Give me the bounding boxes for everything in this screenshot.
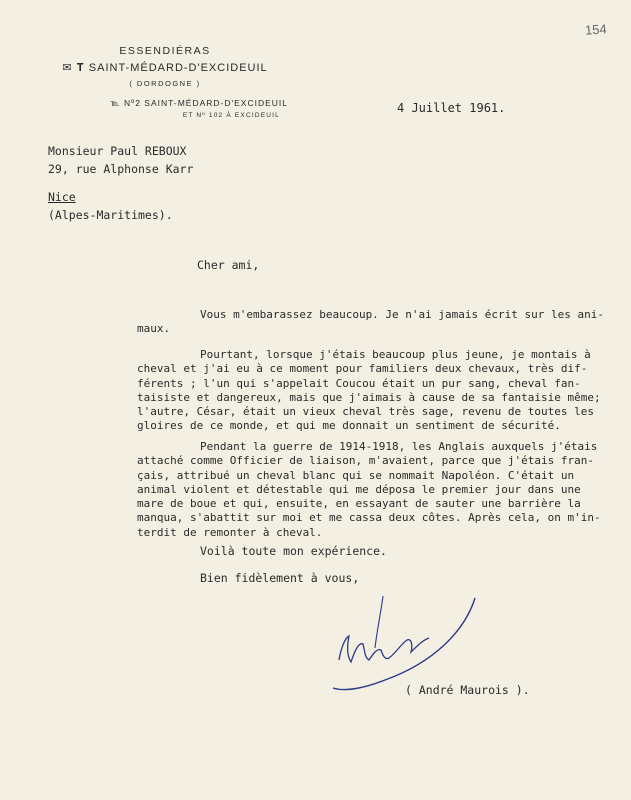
- letterhead: [40, 45, 290, 119]
- paragraph-line: Vous m'embarassez beaucoup. Je n'ai jamais écrit sur les ani-: [200, 308, 604, 321]
- typed-signature-name: ( André Maurois ).: [405, 683, 530, 697]
- letterhead-postal: SAINT-MÉDARD-D'EXCIDEUIL: [88, 62, 268, 74]
- letter-date: 4 Juillet 1961.: [397, 101, 506, 115]
- letterhead-phone: Nº2 SAINT-MÉDARD-D'EXCIDEUIL: [123, 98, 288, 108]
- archive-number: 154: [584, 21, 608, 38]
- phone-icon: ℡: [110, 98, 121, 108]
- paragraph-line: taisiste et dangereux, mais que j'aimais à cause de sa fantaisie même;: [137, 390, 601, 404]
- recipient-region: (Alpes-Maritimes).: [48, 208, 173, 222]
- letterhead-place: ESSENDIÉRAS: [119, 45, 211, 57]
- recipient-name: Monsieur Paul REBOUX: [48, 144, 187, 158]
- paragraph-line: mare de boue et qui, ensuite, en essayant de sauter une barrière la: [137, 497, 581, 511]
- paragraph-line: attaché comme Officier de liaison, m'avaient, parce que j'étais fran-: [137, 454, 594, 468]
- paragraph-3: [137, 440, 615, 540]
- recipient-city: Nice: [48, 190, 76, 204]
- paragraph-line: gloires de ce monde, et qui me donnait un sentiment de sécurité.: [137, 419, 561, 433]
- letterhead-phone-line: [40, 98, 290, 109]
- paragraph-line: manqua, s'abattit sur moi et me cassa deux côtes. Après cela, on m'in-: [137, 511, 601, 525]
- paragraph-2: [137, 348, 615, 434]
- paragraph-line: animal violent et détestable qui me déposa le premier jour dans une: [137, 482, 581, 496]
- closing-line: Voilà toute mon expérience.: [200, 544, 387, 558]
- salutation: Cher ami,: [197, 258, 260, 272]
- paragraph-line: çais, attribué un cheval blanc qui se nommait Napoléon. C'était un: [137, 468, 575, 482]
- paragraph-line: cheval et j'ai eu à ce moment pour familiers deux chevaux, très dif-: [137, 362, 588, 376]
- paragraph-line: maux.: [137, 322, 171, 336]
- letterhead-phone-note: ET Nº 102 À EXCIDEUIL: [182, 112, 280, 119]
- recipient-street: 29, rue Alphonse Karr: [48, 162, 194, 176]
- paragraph-line: férents ; l'un qui s'appelait Coucou était un pur sang, cheval fan-: [137, 376, 581, 390]
- letterhead-department: ( DORDOGNE ): [129, 79, 201, 88]
- envelope-icon: ✉: [62, 62, 73, 74]
- paragraph-line: terdit de remonter à cheval.: [137, 525, 323, 539]
- closing-line: Bien fidèlement à vous,: [200, 571, 360, 585]
- paragraph-line: Pendant la guerre de 1914-1918, les Anglais auxquels j'étais: [200, 440, 598, 453]
- telegraph-icon: 𝐓: [76, 62, 85, 74]
- paragraph-line: Pourtant, lorsque j'étais beaucoup plus jeune, je montais à: [200, 348, 591, 361]
- paragraph-1: [137, 308, 615, 337]
- paragraph-line: l'autre, César, était un vieux cheval très sage, revenu de toutes les: [137, 405, 594, 419]
- letterhead-postal-line: [40, 61, 290, 75]
